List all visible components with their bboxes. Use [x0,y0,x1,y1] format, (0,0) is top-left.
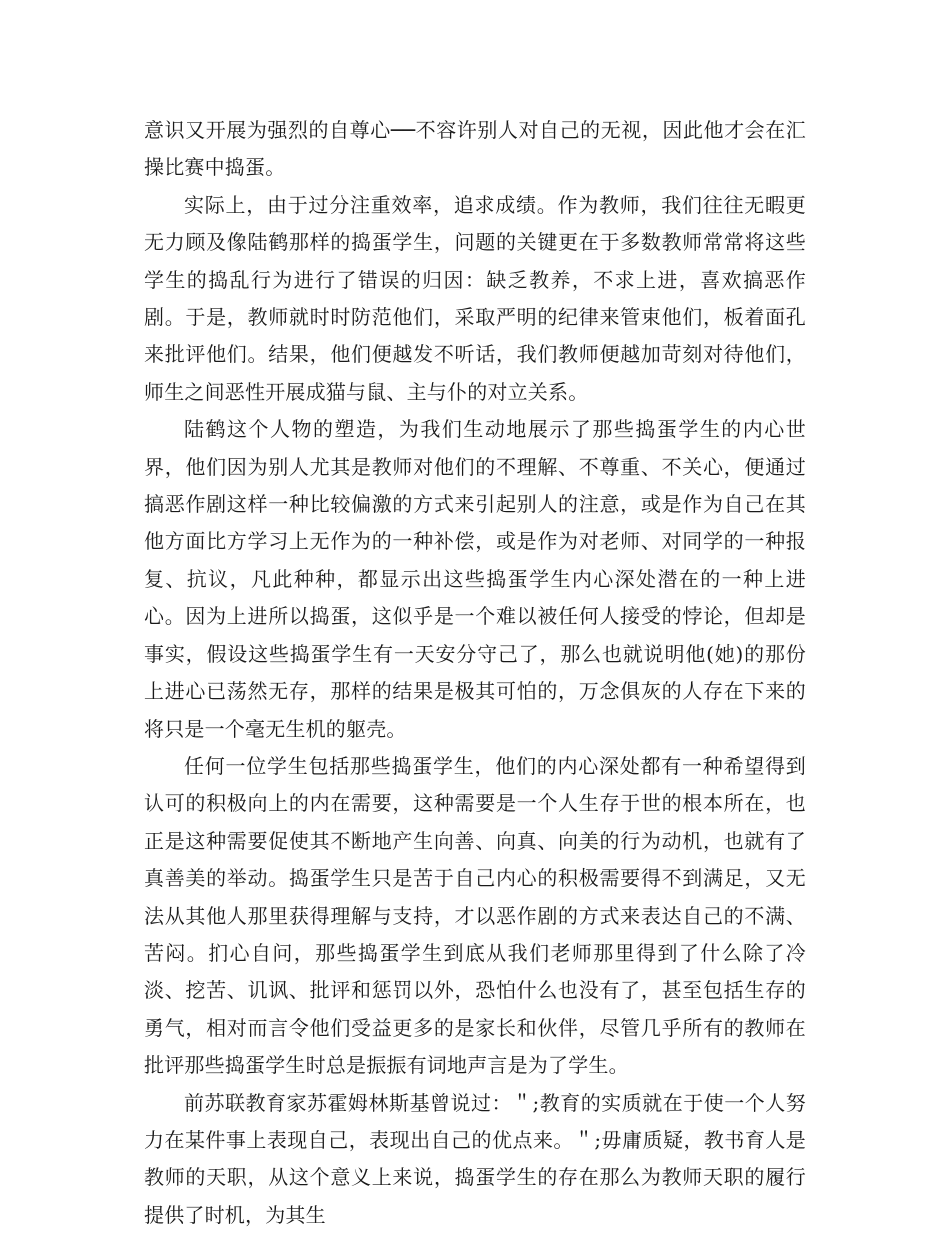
paragraph-4: 任何一位学生包括那些捣蛋学生，他们的内心深处都有一种希望得到认可的积极向上的内在需要，这种需要是一个人生存于世的根本所在，也正是这种需要促使其不断地产生向善、向真、向美的行为动机，也就有了真善美的举动。捣蛋学生只是苦于自己内心的积极需要得不到满足，又无法从其他人那里获得理解与支持，才以恶作剧的方式来表达自己的不满、苦闷。扪心自问，那些捣蛋学生到底从我们老师那里得到了什么除了冷淡、挖苦、讥讽、批评和惩罚以外，恐怕什么也没有了，甚至包括生存的勇气，相对而言令他们受益更多的是家长和伙伴，尽管几乎所有的教师在批评那些捣蛋学生时总是振振有词地声言是为了学生。 [144,753,806,1078]
paragraph-2: 实际上，由于过分注重效率，追求成绩。作为教师，我们往往无暇更无力顾及像陆鹤那样的捣蛋学生，问题的关键更在于多数教师常常将这些学生的捣乱行为进行了错误的归因：缺乏教养，不求上进，喜欢搞恶作剧。于是，教师就时时防范他们，采取严明的纪律来管束他们，板着面孔来批评他们。结果，他们便越发不听话，我们教师便越加苛刻对待他们，师生之间恶性开展成猫与鼠、主与仆的对立关系。 [144,192,806,404]
paragraph-3: 陆鹤这个人物的塑造，为我们生动地展示了那些捣蛋学生的内心世界，他们因为别人尤其是教师对他们的不理解、不尊重、不关心，便通过搞恶作剧这样一种比较偏激的方式来引起别人的注意，或是作为自己在其他方面比方学习上无作为的一种补偿，或是作为对老师、对同学的一种报复、抗议，凡此种种，都显示出这些捣蛋学生内心深处潜在的一种上进心。因为上进所以捣蛋，这似乎是一个难以被任何人接受的悖论，但却是事实，假设这些捣蛋学生有一天安分守己了，那么也就说明他(她)的那份上进心已荡然无存，那样的结果是极其可怕的，万念俱灰的人存在下来的将只是一个毫无生机的躯壳。 [144,417,806,741]
body-text [144,112,806,1234]
paragraph-1: 意识又开展为强烈的自尊心──不容许别人对自己的无视，因此他才会在汇操比赛中捣蛋。 [144,118,806,180]
paragraph-5: 前苏联教育家苏霍姆林斯基曾说过：＂;教育的实质就在于使一个人努力在某件事上表现自己，表现出自己的优点来。＂;毋庸质疑，教书育人是教师的天职，从这个意义上来说，捣蛋学生的存在那么为教师天职的履行提供了时机，为其生 [144,1090,806,1227]
